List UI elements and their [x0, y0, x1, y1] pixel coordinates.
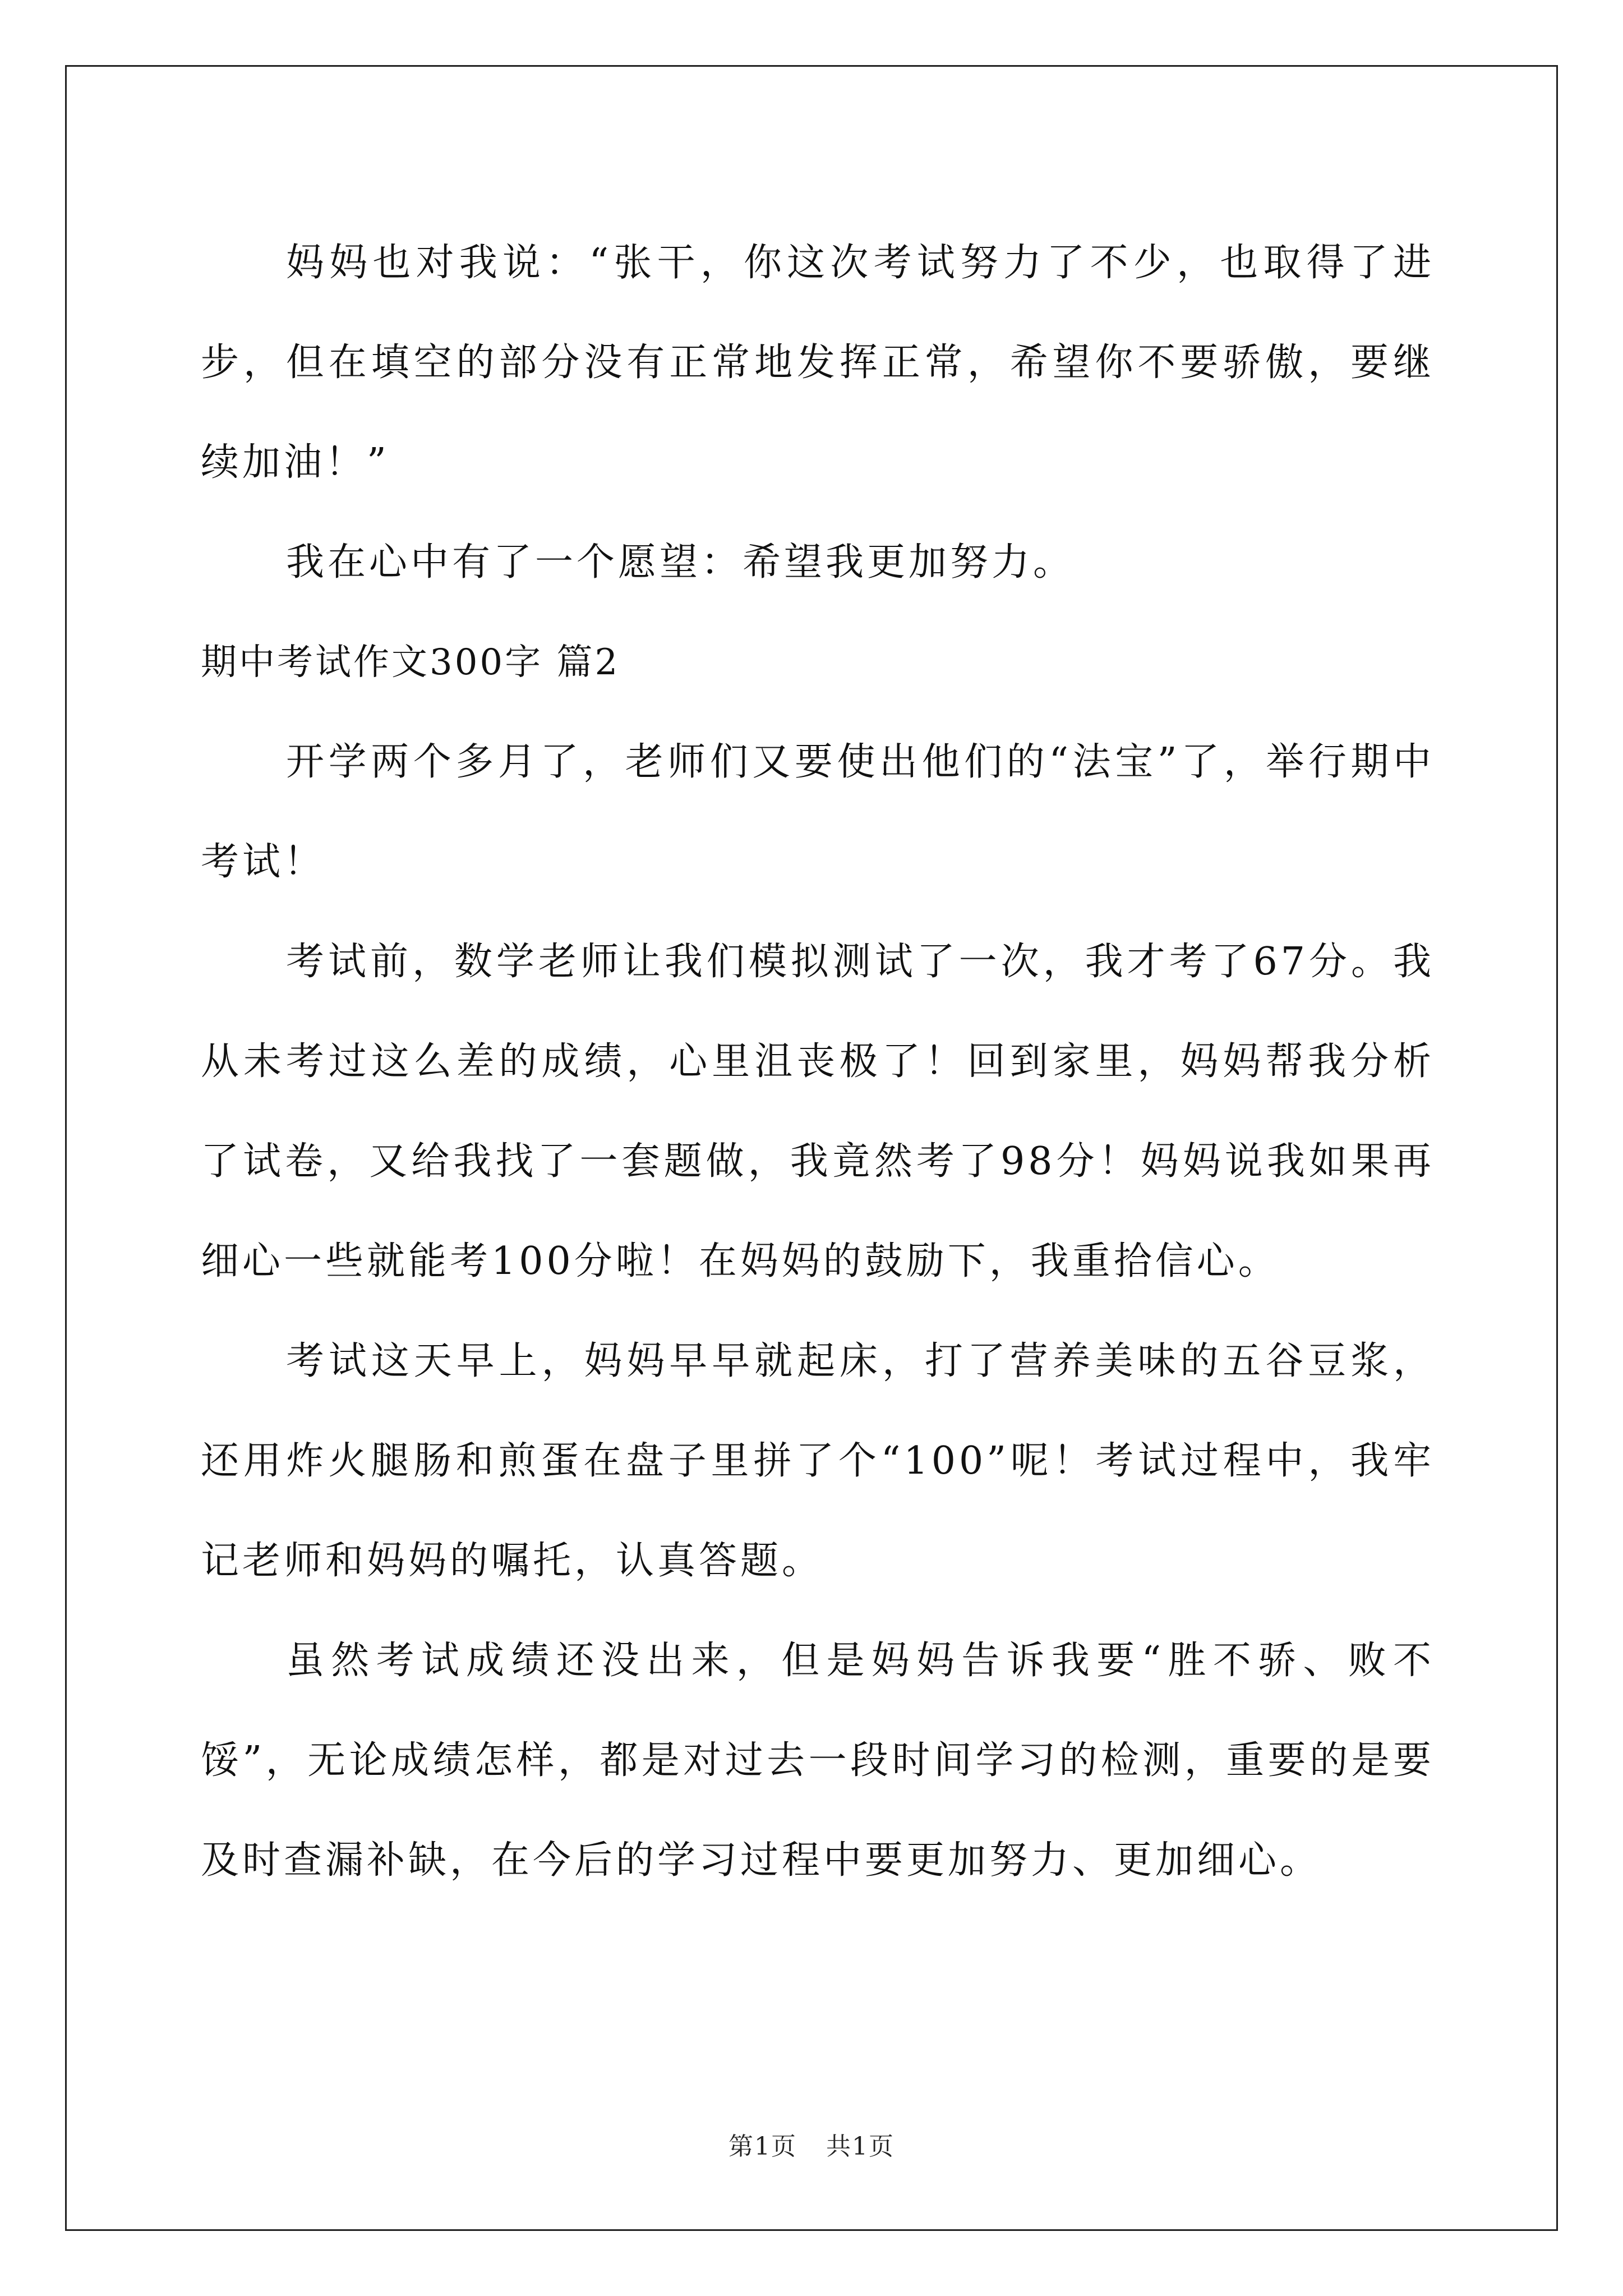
- page-footer: [0, 2126, 1623, 2162]
- page-number: 第1页: [728, 2132, 797, 2161]
- document-body: [201, 213, 1435, 1911]
- paragraph: 我在心中有了一个愿望：希望我更加努力。: [286, 540, 1075, 585]
- section-title: 期中考试作文300字 篇2: [201, 642, 620, 683]
- paragraph: 考试前，数学老师让我们模拟测试了一次，我才考了67分。我从未考过这么差的成绩，心里沮丧极了！回到家里，妈妈帮我分析了试卷，又给我找了一套题做，我竟然考了98分！妈妈说我如果再细心一些就能考100分啦！在妈妈的鼓励下，我重拾信心。: [201, 940, 1435, 1283]
- paragraph: 考试这天早上，妈妈早早就起床，打了营养美味的五谷豆浆，还用炸火腿肠和煎蛋在盘子里拼了个“100”呢！考试过程中，我牢记老师和妈妈的嘱托，认真答题。: [201, 1339, 1435, 1583]
- paragraph: 妈妈也对我说：“张干，你这次考试努力了不少，也取得了进步，但在填空的部分没有正常地发挥正常，希望你不要骄傲，要继续加油！”: [201, 241, 1435, 485]
- page-total: 共1页: [826, 2132, 895, 2161]
- paragraph: 虽然考试成绩还没出来，但是妈妈告诉我要“胜不骄、败不馁”，无论成绩怎样，都是对过去一段时间学习的检测，重要的是要及时查漏补缺，在今后的学习过程中要更加努力、更加细心。: [201, 1639, 1435, 1883]
- paragraph: 开学两个多月了，老师们又要使出他们的“法宝”了，举行期中考试！: [201, 740, 1435, 884]
